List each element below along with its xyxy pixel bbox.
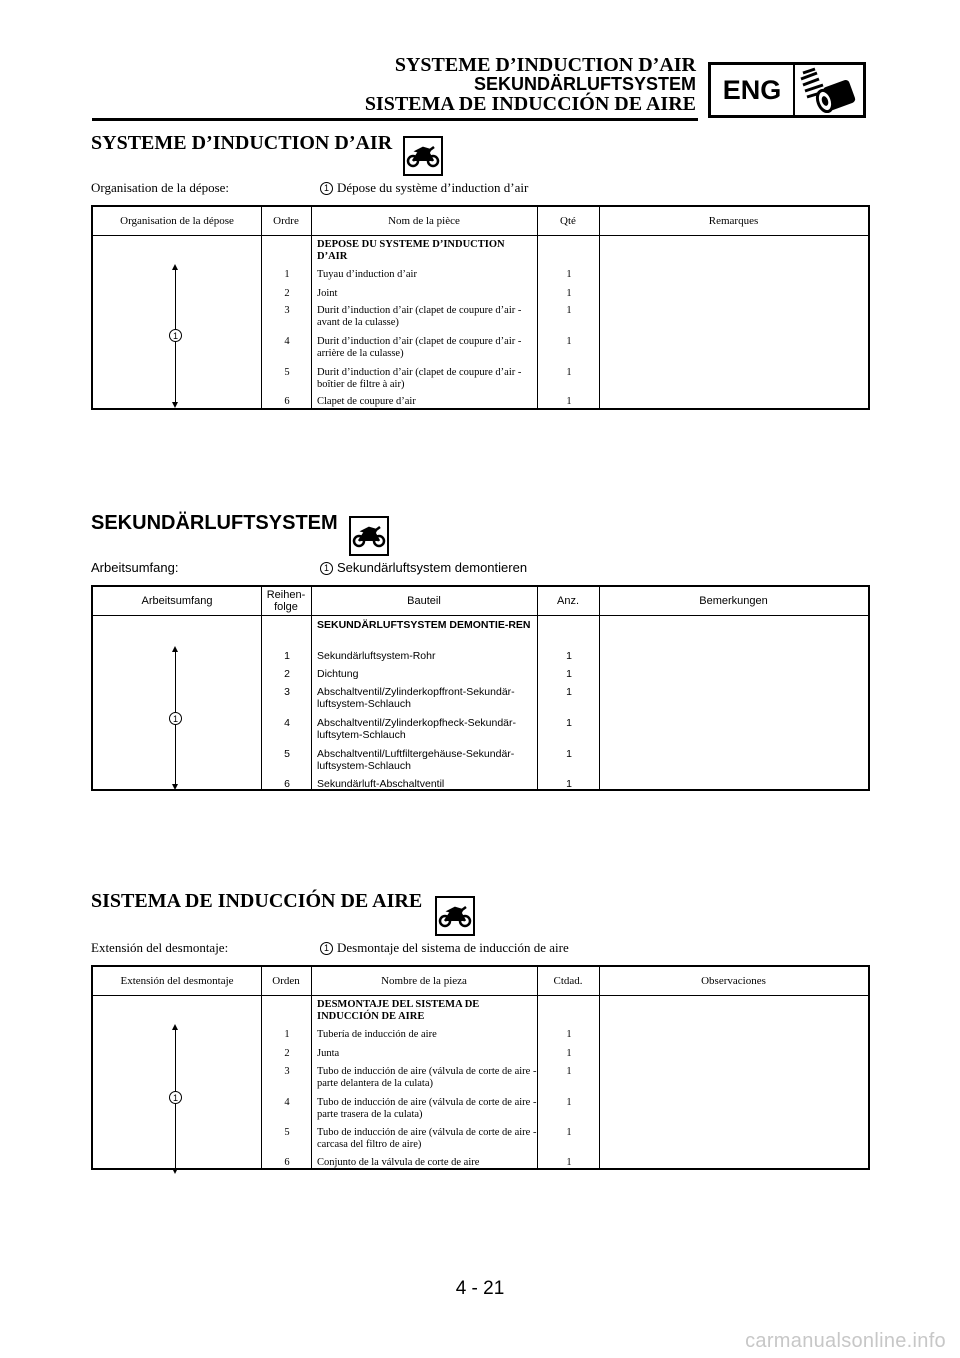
order-cell: 1 <box>284 269 290 280</box>
order-cell: 3 <box>284 305 290 316</box>
scope-marker-es: 1 <box>320 942 333 955</box>
part-name-cell: Tubo de inducción de aire (válvula de corte de aire - parte trasera de la culata) <box>317 1097 537 1120</box>
quantity-cell: 1 <box>566 269 572 280</box>
order-cell: 6 <box>284 778 290 790</box>
order-cell: 3 <box>284 1066 290 1077</box>
order-cell: 1 <box>284 1029 290 1040</box>
table-header-es <box>93 967 868 996</box>
section-title-fr: SYSTEME D’INDUCTION D’AIR <box>91 132 393 154</box>
order-cell: 4 <box>284 717 290 729</box>
scope-line-fr <box>91 180 529 196</box>
scope-line-es <box>91 940 569 956</box>
quantity-cell: 1 <box>566 650 572 662</box>
part-name-cell: Dichtung <box>317 668 359 680</box>
part-name-cell: Abschaltventil/Zylinderkopfheck-Sekundär-luftsytem-Schlauch <box>317 717 517 741</box>
part-name-cell: DEPOSE DU SYSTEME D’INDUCTION D’AIR <box>317 239 505 262</box>
scope-line-de <box>91 560 528 575</box>
part-name-cell: Abschaltventil/Luftfiltergehäuse-Sekundär-luftsystem-Schlauch <box>317 748 515 772</box>
eng-badge <box>708 62 866 118</box>
scope-marker-de: 1 <box>320 562 333 575</box>
order-cell: 1 <box>284 650 290 662</box>
part-name-cell: Conjunto de la válvula de corte de aire <box>317 1157 480 1168</box>
quantity-cell: 1 <box>566 748 572 760</box>
range-arrow-label: 1 <box>169 329 182 342</box>
header-rule <box>92 118 698 121</box>
part-name-cell: Tubo de inducción de aire (válvula de corte de aire - parte delantera de la culata) <box>317 1066 537 1089</box>
quantity-cell: 1 <box>566 668 572 680</box>
order-cell: 3 <box>284 686 290 698</box>
col-header: Bemerkungen <box>699 595 768 607</box>
quantity-cell: 1 <box>566 1029 572 1040</box>
col-header: Qté <box>560 215 576 227</box>
col-header: Arbeitsumfang <box>141 595 213 607</box>
part-name-cell: Joint <box>317 288 338 299</box>
scope-label-de: Arbeitsumfang: <box>91 560 179 575</box>
quantity-cell: 1 <box>566 1066 572 1077</box>
col-header: Orden <box>272 975 300 987</box>
quantity-cell: 1 <box>566 396 572 407</box>
eng-badge-label: ENG <box>711 65 795 115</box>
header-title-es: SISTEMA DE INDUCCIÓN DE AIRE <box>364 93 696 115</box>
parts-table-es <box>91 965 870 1170</box>
page-header-titles <box>365 56 696 115</box>
parts-table-fr <box>91 205 870 410</box>
part-name-cell: Tubo de inducción de aire (válvula de corte de aire - carcasa del filtro de aire) <box>317 1127 537 1150</box>
quantity-cell: 1 <box>566 1157 572 1168</box>
scope-marker-fr: 1 <box>320 182 333 195</box>
motorcycle-icon <box>349 516 389 556</box>
order-cell: 4 <box>284 336 290 347</box>
quantity-cell: 1 <box>566 1097 572 1108</box>
parts-table-de <box>91 585 870 791</box>
quantity-cell: 1 <box>566 336 572 347</box>
part-name-cell: Abschaltventil/Zylinderkopffront-Sekundär-luftsystem-Schlauch <box>317 686 515 710</box>
quantity-cell: 1 <box>566 1127 572 1138</box>
part-name-cell: Sekundärluft-Abschaltventil <box>317 778 445 790</box>
table-header-de <box>93 587 868 616</box>
scope-value-fr: Dépose du système d’induction d’air <box>337 180 529 195</box>
part-name-cell: DESMONTAJE DEL SISTEMA DE INDUCCIÓN DE AIRE <box>317 999 480 1022</box>
watermark: carmanualsonline.info <box>745 1330 946 1352</box>
quantity-cell: 1 <box>566 367 572 378</box>
motorcycle-icon <box>435 896 475 936</box>
col-header: Ctdad. <box>553 975 583 987</box>
scope-value-es: Desmontaje del sistema de inducción de aire <box>337 940 569 955</box>
part-name-cell: Durit d’induction d’air (clapet de coupure d’air - arrière de la culasse) <box>317 336 522 359</box>
header-title-de: SEKUNDÄRLUFTSYSTEM <box>473 74 696 94</box>
order-cell: 2 <box>284 288 290 299</box>
part-name-cell: Tuyau d’induction d’air <box>317 269 417 280</box>
part-name-cell: Clapet de coupure d’air <box>317 396 416 407</box>
motorcycle-icon <box>403 136 443 176</box>
engine-spring-icon <box>795 65 863 115</box>
order-cell: 2 <box>284 668 290 680</box>
section-title-de: SEKUNDÄRLUFTSYSTEM <box>91 512 338 534</box>
part-name-cell: Tubería de inducción de aire <box>317 1029 437 1040</box>
col-header: Nombre de la pieza <box>381 975 467 987</box>
order-cell: 4 <box>284 1097 290 1108</box>
order-cell: 6 <box>284 1157 290 1168</box>
col-header: Organisation de la dépose <box>120 215 234 227</box>
col-header: Reihen- folge <box>266 589 306 613</box>
quantity-cell: 1 <box>566 717 572 729</box>
order-cell: 6 <box>284 396 290 407</box>
quantity-cell: 1 <box>566 686 572 698</box>
part-name-cell: Durit d’induction d’air (clapet de coupure d’air - boîtier de filtre à air) <box>317 367 522 390</box>
order-cell: 5 <box>284 1127 290 1138</box>
scope-label-fr: Organisation de la dépose: <box>91 180 230 195</box>
part-name-cell: Sekundärluftsystem-Rohr <box>317 650 436 662</box>
header-title-fr: SYSTEME D’INDUCTION D’AIR <box>394 54 696 76</box>
col-header: Ordre <box>273 215 299 227</box>
order-cell: 5 <box>284 748 290 760</box>
part-name-cell: Junta <box>317 1048 340 1059</box>
order-cell: 5 <box>284 367 290 378</box>
col-header: Observaciones <box>701 975 766 987</box>
page-number: 4 - 21 <box>455 1278 505 1299</box>
quantity-cell: 1 <box>566 1048 572 1059</box>
range-arrow-label: 1 <box>169 1091 182 1104</box>
quantity-cell: 1 <box>566 288 572 299</box>
col-header: Remarques <box>708 215 759 227</box>
col-header: Extensión del desmontaje <box>120 975 234 987</box>
section-title-es: SISTEMA DE INDUCCIÓN DE AIRE <box>91 890 423 912</box>
scope-value-de: Sekundärluftsystem demontieren <box>337 560 528 575</box>
table-header-fr <box>93 207 868 236</box>
part-name-cell: SEKUNDÄRLUFTSYSTEM DEMONTIE-REN <box>317 619 531 631</box>
order-cell: 2 <box>284 1048 290 1059</box>
range-arrow-label: 1 <box>169 712 182 725</box>
col-header: Bauteil <box>407 595 441 607</box>
scope-label-es: Extensión del desmontaje: <box>91 940 229 955</box>
quantity-cell: 1 <box>566 778 572 790</box>
col-header: Anz. <box>556 595 579 607</box>
part-name-cell: Durit d’induction d’air (clapet de coupure d’air - avant de la culasse) <box>317 305 522 328</box>
quantity-cell: 1 <box>566 305 572 316</box>
col-header: Nom de la pièce <box>388 215 460 227</box>
